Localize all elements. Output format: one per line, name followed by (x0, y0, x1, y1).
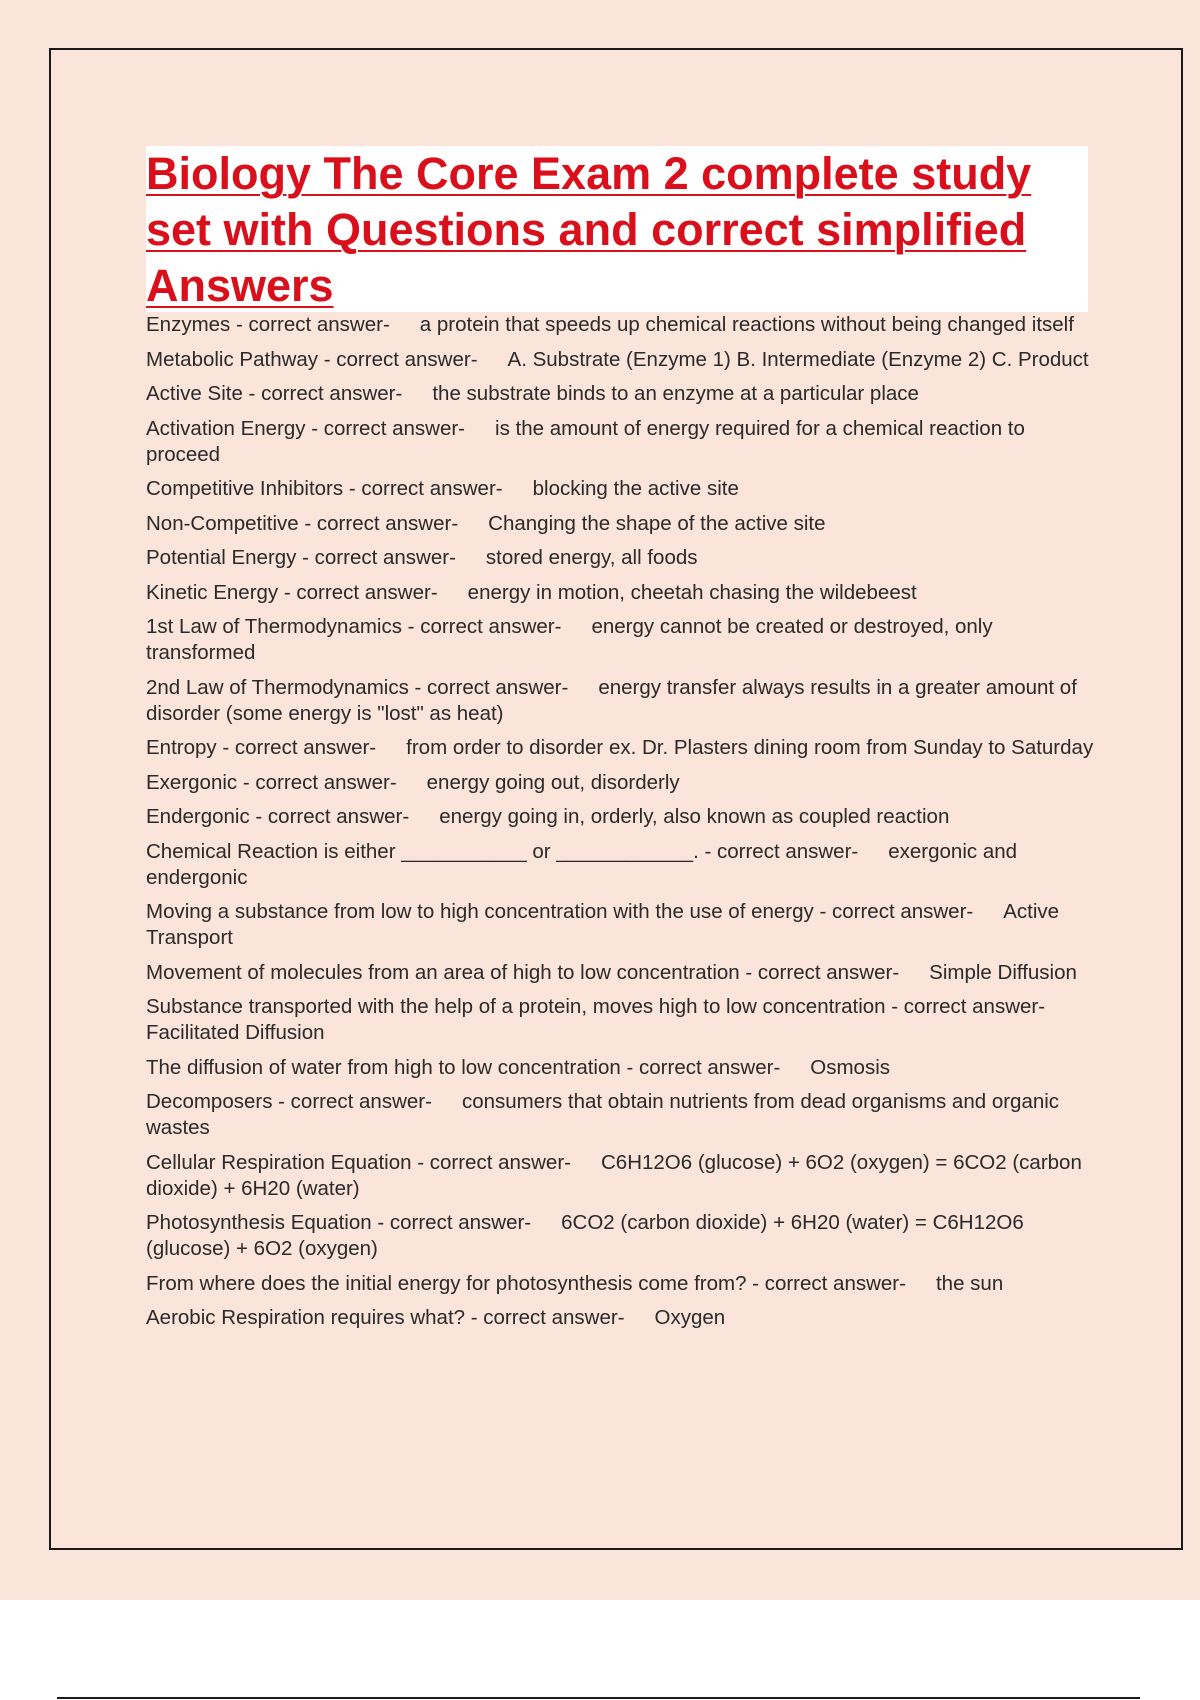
qa-answer: Osmosis (810, 1055, 891, 1079)
qa-marker: - correct answer- (408, 675, 569, 699)
qa-question: From where does the initial energy for photosynthesis come from? (146, 1271, 747, 1295)
qa-answer: A. Substrate (Enzyme 1) B. Intermediate (Enzyme 2) C. Product (507, 347, 1089, 371)
qa-question: Non-Competitive (146, 511, 299, 535)
qa-item (146, 1210, 1096, 1262)
qa-marker: - correct answer- (237, 770, 397, 794)
qa-question: Potential Energy (146, 546, 297, 569)
qa-answer: Oxygen (654, 1306, 726, 1329)
qa-answer: C6H12O6 (glucose) + 6O2 (oxygen) = 6CO2 (carbon dioxide) + 6H20 (water) (146, 1150, 1082, 1200)
qa-item (146, 476, 1096, 502)
qa-answer: 6CO2 (carbon dioxide) + 6H20 (water) = C6H12O6 (glucose) + 6O2 (oxygen) (146, 1211, 1024, 1260)
qa-item (146, 994, 1096, 1046)
qa-answer: Active Transport (146, 900, 1060, 949)
qa-item (146, 1089, 1096, 1141)
qa-answer: is the amount of energy required for a chemical reaction to proceed (146, 416, 1025, 466)
qa-answer: stored energy, all foods (485, 546, 698, 569)
qa-question: Moving a substance from low to high concentration with the use of energy (146, 900, 814, 923)
qa-item (146, 899, 1096, 951)
qa-answer: energy transfer always results in a greater amount of disorder (some energy is "lost" as heat) (146, 675, 1077, 725)
document-title: Biology The Core Exam 2 complete study set with Questions and correct simplified Answers (146, 148, 1032, 311)
qa-answer: a protein that speeds up chemical reactions without being changed itself (419, 313, 1074, 336)
qa-marker: - correct answer- (371, 1211, 532, 1234)
qa-marker: - correct answer- (305, 416, 466, 440)
qa-question: Entropy (146, 736, 217, 759)
qa-question: Exergonic (146, 770, 238, 794)
qa-marker: - correct answer- (298, 511, 459, 535)
qa-marker: - correct answer- (216, 736, 377, 759)
qa-question: Movement of molecules from an area of high to low concentration (146, 960, 740, 984)
qa-question: Decomposers (146, 1090, 273, 1113)
footer-divider (57, 1697, 1140, 1699)
qa-question: Cellular Respiration Equation (146, 1150, 412, 1174)
qa-question: Enzymes (146, 313, 231, 336)
qa-marker: - correct answer- (242, 382, 403, 405)
qa-answer: consumers that obtain nutrients from dead organisms and organic wastes (146, 1090, 1060, 1139)
qa-item (146, 1055, 1096, 1081)
qa-item (146, 770, 1096, 796)
qa-marker: - correct answer- (465, 1306, 625, 1329)
qa-question: 1st Law of Thermodynamics (146, 615, 402, 638)
qa-marker: - correct answer- (411, 1150, 571, 1174)
qa-marker: - correct answer- (272, 1090, 432, 1113)
qa-answer: Simple Diffusion (929, 960, 1077, 984)
qa-answer: the sun (935, 1271, 1004, 1295)
qa-item (146, 735, 1096, 761)
qa-item (146, 804, 1096, 830)
qa-question: 2nd Law of Thermodynamics (146, 675, 409, 699)
qa-question: Active Site (146, 382, 243, 405)
qa-answer: exergonic and endergonic (146, 839, 1018, 889)
qa-item (146, 416, 1096, 468)
title-box (146, 146, 1088, 312)
qa-marker: - correct answer- (620, 1055, 781, 1079)
qa-item (146, 347, 1096, 373)
qa-question: Kinetic Energy (146, 580, 279, 604)
qa-answer: energy going in, orderly, also known as coupled reaction (439, 805, 950, 828)
qa-question: Photosynthesis Equation (146, 1211, 372, 1234)
qa-item (146, 511, 1096, 537)
qa-answer: blocking the active site (532, 477, 739, 500)
qa-answer: energy going out, disorderly (426, 770, 680, 794)
qa-question: Aerobic Respiration requires what? (146, 1306, 466, 1329)
qa-marker: - correct answer- (318, 347, 478, 371)
qa-item (146, 675, 1096, 727)
qa-marker: - correct answer- (296, 546, 456, 569)
qa-item (146, 1150, 1096, 1202)
qa-marker: - correct answer- (698, 839, 859, 863)
qa-item (146, 839, 1096, 891)
qa-answer: energy cannot be created or destroyed, only transformed (146, 615, 993, 664)
qa-marker: - correct answer- (230, 313, 390, 336)
qa-question: Metabolic Pathway (146, 347, 319, 371)
qa-marker: - correct answer- (813, 900, 974, 923)
qa-question: Substance transported with the help of a protein, moves high to low concentration (146, 995, 886, 1018)
qa-question: The diffusion of water from high to low concentration (146, 1055, 621, 1079)
qa-item (146, 381, 1096, 407)
qa-marker: - correct answer- (343, 477, 503, 500)
qa-list (146, 312, 1096, 1340)
qa-answer: Facilitated Diffusion (146, 1021, 325, 1044)
qa-marker: - correct answer- (249, 805, 410, 828)
qa-answer: Changing the shape of the active site (488, 511, 826, 535)
qa-question: Endergonic (146, 805, 250, 828)
qa-item (146, 614, 1096, 666)
qa-marker: - correct answer- (746, 1271, 906, 1295)
qa-item (146, 960, 1096, 986)
qa-item (146, 1271, 1096, 1297)
qa-item (146, 580, 1096, 606)
qa-item (146, 312, 1096, 338)
qa-answer: from order to disorder ex. Dr. Plasters dining room from Sunday to Saturday (406, 736, 1094, 759)
qa-marker: - correct answer- (739, 960, 900, 984)
qa-marker: - correct answer- (885, 995, 1046, 1018)
qa-marker: - correct answer- (278, 580, 438, 604)
qa-question: Chemical Reaction is either ___________ or ____________. (146, 839, 699, 863)
qa-question: Activation Energy (146, 416, 306, 440)
qa-item (146, 1305, 1096, 1331)
qa-answer: the substrate binds to an enzyme at a particular place (432, 382, 919, 405)
qa-answer: energy in motion, cheetah chasing the wildebeest (467, 580, 917, 604)
qa-question: Competitive Inhibitors (146, 477, 344, 500)
qa-item (146, 545, 1096, 571)
qa-marker: - correct answer- (401, 615, 562, 638)
